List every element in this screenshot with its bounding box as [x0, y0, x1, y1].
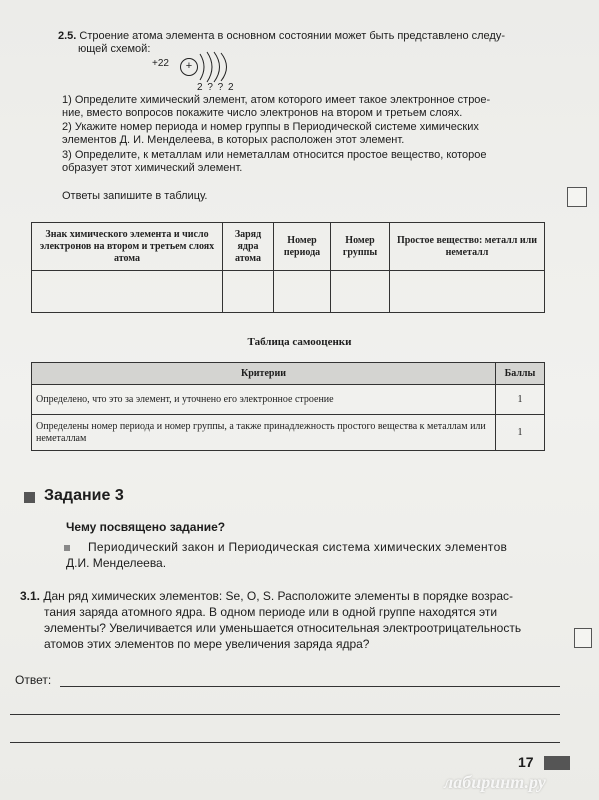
task-2-5-q2-line1: 2) Укажите номер периода и номер группы в Периодической системе химических: [62, 121, 479, 133]
self-assessment-title: Таблица самооценки: [247, 336, 352, 348]
shell-1: [200, 54, 204, 80]
task-2-5-q1-line2: ние, вместо вопросов покажите число электронов на втором и третьем слоях.: [62, 107, 463, 119]
criterion-text: Определено, что это за элемент, и уточнено его электронное строение: [32, 385, 496, 415]
task-2-5-intro-line2: ющей схемой:: [78, 43, 151, 55]
task-3-1-number: 3.1.: [20, 589, 41, 603]
atom-charge: +22: [152, 58, 169, 69]
shell-4: [221, 53, 227, 81]
section-marker-icon: [24, 492, 35, 503]
zadanie-3-title: Задание 3: [44, 487, 124, 504]
watermark-logo: [444, 772, 546, 793]
zadanie-3-topic-line2: Д.И. Менделеева.: [66, 556, 167, 570]
criterion-points: 1: [496, 385, 545, 415]
electron-shells-diagram: [196, 50, 236, 84]
shell-electron-counts: 2 ? ? 2: [197, 82, 235, 93]
answer-table-input-row: [32, 271, 545, 313]
self-check-box[interactable]: [567, 187, 587, 207]
criterion-points: 1: [496, 415, 545, 451]
watermark-text: лабиринт.ру: [444, 772, 546, 792]
self-assessment-row: [32, 385, 545, 415]
task-2-5-q3-line2: образует этот химический элемент.: [62, 162, 243, 174]
task-2-5-intro: [58, 30, 558, 43]
answer-line[interactable]: [10, 714, 560, 715]
task-2-5-q1-line1: 1) Определите химический элемент, атом которого имеет такое электронное строе-: [62, 94, 491, 106]
task-3-1-line1-wrap: [20, 589, 580, 603]
shell-2: [207, 52, 212, 82]
zadanie-3-question: Чему посвящено задание?: [66, 520, 226, 534]
answer-instruction: Ответы запишите в таблицу.: [62, 190, 208, 202]
task-3-1-line3: элементы? Увеличивается или уменьшается относительная электроотрицательность: [44, 621, 522, 635]
answer-cell-group[interactable]: [331, 271, 390, 313]
answer-table-header-row: [32, 223, 545, 271]
self-check-box[interactable]: [574, 628, 592, 648]
self-assessment-row: [32, 415, 545, 451]
header-group: Номер группы: [331, 223, 390, 271]
self-assessment-header-row: [32, 363, 545, 385]
atom-nucleus: +: [180, 58, 198, 76]
answer-line[interactable]: [60, 686, 560, 687]
task-2-5-intro-line1: Строение атома элемента в основном состоянии может быть представлено следу-: [79, 30, 506, 42]
self-assessment-table: [31, 362, 545, 451]
shell-3: [214, 52, 220, 82]
task-2-5-q2-line2: элементов Д. И. Менделеева, в которых расположен этот элемент.: [62, 134, 405, 146]
header-element-sign: Знак химического элемента и число электронов на втором и третьем слоях атома: [32, 223, 223, 271]
page-number: 17: [518, 754, 534, 770]
task-2-5-q3-line1: 3) Определите, к металлам или неметаллам относится простое вещество, которое: [62, 149, 487, 161]
answer-cell-charge[interactable]: [223, 271, 274, 313]
task-2-5-number: 2.5.: [58, 30, 77, 42]
task-3-1-line2: тания заряда атомного ядра. В одном периоде или в одной группе находятся эти: [44, 605, 498, 619]
col-criteria: Критерии: [32, 363, 496, 385]
answer-table: [31, 222, 545, 313]
answer-label: Ответ:: [15, 673, 52, 687]
header-period: Номер периода: [274, 223, 331, 271]
answer-line[interactable]: [10, 742, 560, 743]
task-3-1-line1: Дан ряд химических элементов: Se, O, S. Расположите элементы в порядке возрас-: [43, 589, 513, 603]
header-nuclear-charge: Заряд ядра атома: [223, 223, 274, 271]
answer-cell-metal[interactable]: [390, 271, 545, 313]
col-points: Баллы: [496, 363, 545, 385]
task-3-1-line4: атомов этих элементов по мере увеличения заряда ядра?: [44, 637, 370, 651]
answer-cell-element[interactable]: [32, 271, 223, 313]
bullet-icon: [64, 545, 70, 551]
answer-cell-period[interactable]: [274, 271, 331, 313]
header-metal-nonmetal: Простое вещество: металл или неметалл: [390, 223, 545, 271]
page-number-marker: [544, 756, 570, 770]
zadanie-3-topic-line1: Периодический закон и Периодическая система химических элементов: [88, 540, 508, 554]
criterion-text: Определены номер периода и номер группы, а также принадлежность простого вещества к металлам или неметаллам: [32, 415, 496, 451]
